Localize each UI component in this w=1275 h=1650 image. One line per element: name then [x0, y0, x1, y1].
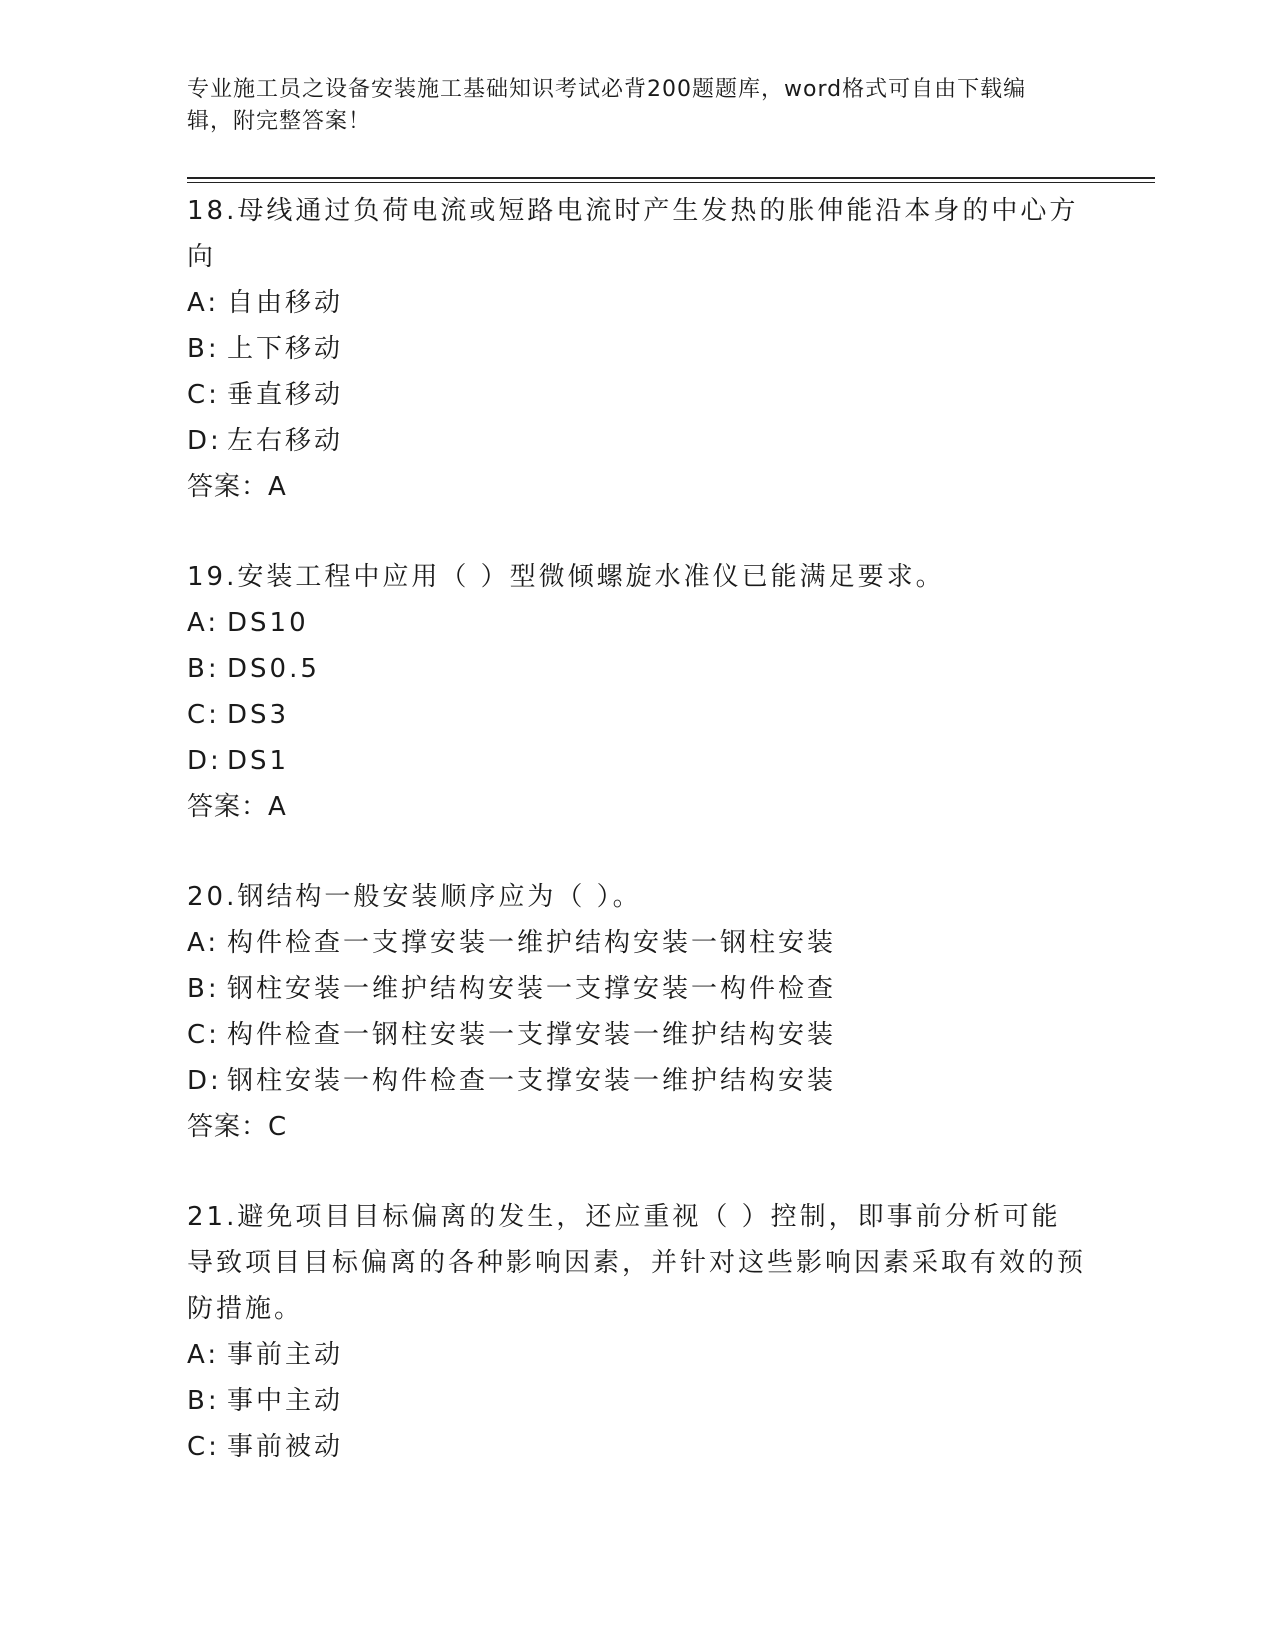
header-divider-thick: [187, 177, 1155, 179]
option-text: 事前被动: [227, 1432, 344, 1462]
option-text: 垂直移动: [227, 380, 344, 410]
option-letter: D:: [187, 426, 222, 456]
option-text: 构件检查一支撑安装一维护结构安装一钢柱安装: [227, 928, 837, 958]
answer-value: C: [268, 1112, 288, 1142]
option-text: DS10: [227, 608, 309, 638]
option-text: DS1: [227, 746, 290, 776]
answer-label: 答案：: [187, 472, 269, 502]
option-d: [187, 418, 1087, 464]
option-letter: A:: [187, 608, 220, 638]
option-c: [187, 372, 1087, 418]
option-text: 钢柱安装一维护结构安装一支撑安装一构件检查: [227, 974, 837, 1004]
answer-line: [187, 464, 1087, 510]
header-divider-thin: [187, 182, 1155, 183]
option-text: DS0.5: [227, 654, 320, 684]
option-letter: B:: [187, 1386, 220, 1416]
question-19: [187, 554, 1087, 830]
option-letter: D:: [187, 746, 222, 776]
option-b: [187, 326, 1087, 372]
option-letter: A:: [187, 1340, 220, 1370]
option-c: [187, 1424, 1087, 1470]
answer-label: 答案：: [187, 792, 269, 822]
question-text: 21.避免项目目标偏离的发生，还应重视（ ）控制，即事前分析可能导致项目目标偏离的各种影响因素，并针对这些影响因素采取有效的预防措施。: [187, 1202, 1087, 1324]
option-letter: C:: [187, 1432, 220, 1462]
option-text: 构件检查一钢柱安装一支撑安装一维护结构安装: [227, 1020, 837, 1050]
answer-value: A: [268, 792, 287, 822]
question-21: [187, 1194, 1087, 1470]
option-text: 上下移动: [227, 334, 344, 364]
option-text: 钢柱安装一构件检查一支撑安装一维护结构安装: [227, 1066, 837, 1096]
page-header: 专业施工员之设备安装施工基础知识考试必背200题题库，word格式可自由下载编辑，附完整答案！: [187, 77, 1027, 134]
option-b: [187, 966, 1087, 1012]
question-text: 18.母线通过负荷电流或短路电流时产生发热的胀伸能沿本身的中心方向: [187, 196, 1079, 272]
option-b: [187, 646, 1087, 692]
answer-label: 答案：: [187, 1112, 269, 1142]
answer-line: [187, 784, 1087, 830]
answer-value: A: [268, 472, 287, 502]
option-letter: C:: [187, 700, 220, 730]
option-text: 左右移动: [227, 426, 344, 456]
question-18: [187, 188, 1087, 510]
option-letter: B:: [187, 334, 220, 364]
option-c: [187, 1012, 1087, 1058]
option-text: DS3: [227, 700, 290, 730]
option-letter: B:: [187, 654, 220, 684]
option-text: 事前主动: [227, 1340, 344, 1370]
question-20: [187, 874, 1087, 1150]
option-b: [187, 1378, 1087, 1424]
option-a: [187, 920, 1087, 966]
option-letter: A:: [187, 928, 220, 958]
option-a: [187, 280, 1087, 326]
option-a: [187, 600, 1087, 646]
option-c: [187, 692, 1087, 738]
option-letter: C:: [187, 1020, 220, 1050]
question-text: 19.安装工程中应用（ ）型微倾螺旋水准仪已能满足要求。: [187, 562, 945, 592]
option-letter: A:: [187, 288, 220, 318]
option-text: 事中主动: [227, 1386, 344, 1416]
option-letter: B:: [187, 974, 220, 1004]
option-d: [187, 738, 1087, 784]
option-a: [187, 1332, 1087, 1378]
option-text: 自由移动: [227, 288, 344, 318]
option-letter: C:: [187, 380, 220, 410]
option-letter: D:: [187, 1066, 222, 1096]
option-d: [187, 1058, 1087, 1104]
answer-line: [187, 1104, 1087, 1150]
question-text: 20.钢结构一般安装顺序应为（ ）。: [187, 882, 642, 912]
